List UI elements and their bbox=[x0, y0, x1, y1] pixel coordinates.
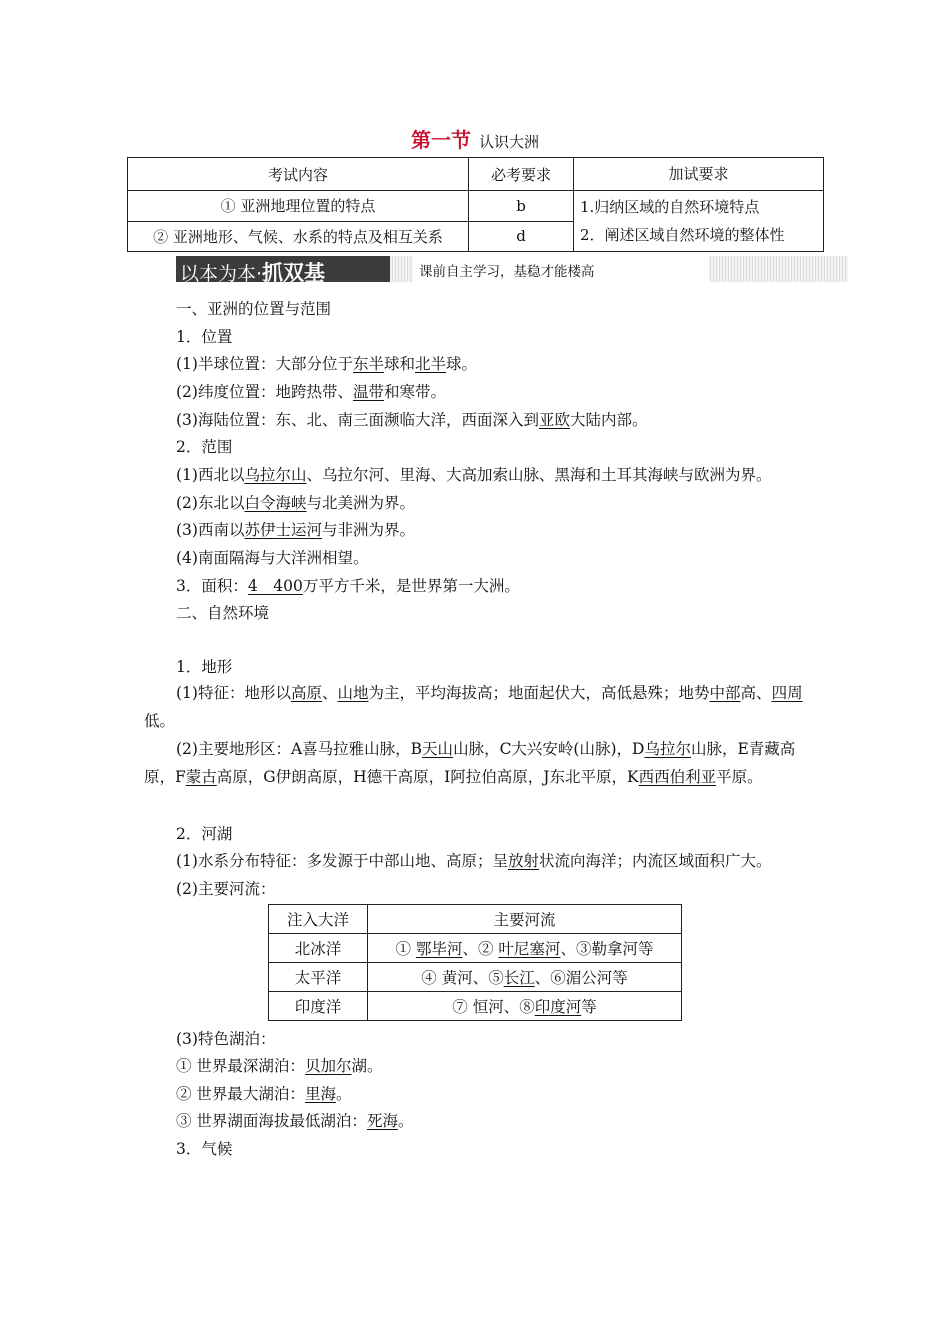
requirements-table bbox=[127, 157, 824, 252]
banner-label-a: 以本为本· bbox=[180, 263, 263, 285]
row-content: ② 亚洲地形、气候、水系的特点及相互关系 bbox=[128, 221, 469, 252]
ocean-cell: 太平洋 bbox=[269, 963, 368, 992]
table-row bbox=[269, 963, 682, 992]
banner-caption-box bbox=[413, 256, 709, 282]
text-line: (1)西北以乌拉尔山、乌拉尔河、里海、大高加索山脉、黑海和土耳其海峡与欧洲为界。 bbox=[176, 466, 772, 484]
table-header-row bbox=[128, 158, 824, 191]
banner-caption: 课前自主学习，基稳才能楼高 bbox=[419, 264, 595, 280]
row-content: ① 亚洲地理位置的特点 bbox=[128, 191, 469, 222]
subheading-terrain: 1．地形 bbox=[176, 658, 233, 676]
text-line: (2)主要河流： bbox=[176, 880, 276, 898]
rivers-cell: ④ 黄河、⑤长江、⑥湄公河等 bbox=[368, 963, 682, 992]
paragraph: (1)特征：地形以高原、山地为主，平均海拔高；地面起伏大，高低悬殊；地势中部高、四周低。 bbox=[144, 684, 803, 730]
heading-environment: 二、自然环境 bbox=[176, 604, 270, 622]
rivers-cell: ⑦ 恒河、⑧印度河等 bbox=[368, 992, 682, 1021]
table-row bbox=[269, 934, 682, 963]
paragraph: (2)主要地形区：A喜马拉雅山脉，B天山山脉，C大兴安岭(山脉)，D乌拉尔山脉，E青藏高原，F蒙古高原，G伊朗高原，H德干高原，I阿拉伯高原，J东北平原，K西西伯利亚平原。 bbox=[144, 740, 796, 786]
ocean-cell: 印度洋 bbox=[269, 992, 368, 1021]
extra-item: 1.归纳区域的自然环境特点 bbox=[580, 198, 760, 216]
text-line: (3)海陆位置：东、北、南三面濒临大洋，西面深入到亚欧大陆内部。 bbox=[176, 411, 648, 429]
text-line: (1)半球位置：大部分位于东半球和北半球。 bbox=[176, 355, 478, 373]
rivers-cell: ① 鄂毕河、② 叶尼塞河、③勒拿河等 bbox=[368, 934, 682, 963]
header-must: 必考要求 bbox=[469, 158, 574, 191]
subheading-rivers: 2．河湖 bbox=[176, 825, 233, 843]
banner-label bbox=[176, 256, 390, 285]
subheading-range: 2．范围 bbox=[176, 438, 233, 456]
banner-label-b: 抓双基 bbox=[262, 261, 326, 285]
subheading-position: 1．位置 bbox=[176, 328, 233, 346]
rivers-table bbox=[268, 904, 682, 1021]
ocean-cell: 北冰洋 bbox=[269, 934, 368, 963]
subheading-climate: 3．气候 bbox=[176, 1140, 233, 1158]
text-line: ③ 世界湖面海拔最低湖泊：死海。 bbox=[176, 1112, 414, 1130]
header-ocean: 注入大洋 bbox=[269, 905, 368, 934]
header-extra: 加试要求 bbox=[574, 158, 824, 191]
row-must: d bbox=[469, 221, 574, 252]
text-line: (3)西南以苏伊士运河与非洲为界。 bbox=[176, 521, 415, 539]
table-header-row bbox=[269, 905, 682, 934]
text-line: ② 世界最大湖泊：里海。 bbox=[176, 1085, 352, 1103]
text-line: 3．面积：4 400万平方千米，是世界第一大洲。 bbox=[176, 577, 520, 595]
extra-requirements bbox=[574, 191, 824, 252]
text-line: (2)东北以白令海峡与北美洲为界。 bbox=[176, 494, 415, 512]
text-line: (2)纬度位置：地跨热带、温带和寒带。 bbox=[176, 383, 446, 401]
section-number: 第一节 bbox=[410, 128, 471, 152]
subheading-lakes: (3)特色湖泊： bbox=[176, 1030, 276, 1048]
header-content: 考试内容 bbox=[128, 158, 469, 191]
text-line: ① 世界最深湖泊：贝加尔湖。 bbox=[176, 1057, 383, 1075]
table-row bbox=[269, 992, 682, 1021]
heading-location: 一、亚洲的位置与范围 bbox=[176, 300, 332, 318]
table-row bbox=[128, 191, 824, 222]
section-name: 认识大洲 bbox=[478, 133, 539, 151]
text-line: (4)南面隔海与大洋洲相望。 bbox=[176, 549, 369, 567]
row-must: b bbox=[469, 191, 574, 222]
section-banner bbox=[176, 256, 848, 285]
text-line: (1)水系分布特征：多发源于中部山地、高原；呈放射状流向海洋；内流区域面积广大。 bbox=[176, 852, 772, 870]
section-title bbox=[0, 124, 950, 153]
extra-item: 2．阐述区域自然环境的整体性 bbox=[580, 226, 785, 244]
header-rivers: 主要河流 bbox=[368, 905, 682, 934]
